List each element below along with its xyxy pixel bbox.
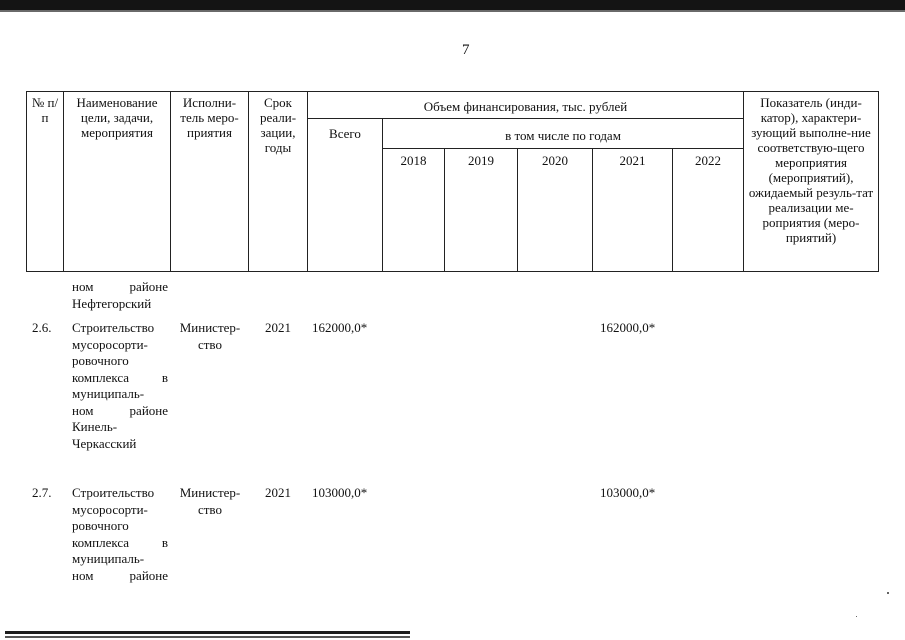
table-header [26,91,879,272]
name-line: комплекса в [72,369,168,385]
name-line: Кинель- [72,419,118,434]
row-executor [174,485,246,518]
row-number: 2.7. [32,485,52,500]
name-line: ном районе [72,567,168,583]
scan-bottom-border-shadow [5,636,410,638]
row-name [72,485,168,584]
header-term: Срок реали-зации, годы [249,92,308,272]
executor-line: ство [197,501,222,517]
name-line: Черкасский [72,435,137,451]
row-year-2021: 103000,0* [600,485,656,500]
scan-speck [856,616,857,617]
header-year-2020: 2020 [518,149,593,272]
name-line: Строительство [72,320,155,335]
header-year-2019: 2019 [445,149,518,272]
continuation-name [72,279,168,312]
name-line: ном районе [72,402,168,418]
header-year-2021: 2021 [593,149,673,272]
scan-speck [887,592,889,594]
row-total: 103000,0* [312,485,368,500]
row-name [72,320,168,452]
scan-top-border-shadow [0,10,905,12]
scan-bottom-border [5,631,410,634]
name-line: комплекса в [72,534,168,550]
row-executor [174,320,246,353]
header-total: Всего [308,119,383,272]
row-number: 2.6. [32,320,52,335]
name-line: ровочного [72,353,129,368]
header-executor: Исполни-тель меро-приятия [171,92,249,272]
header-name: Наименование цели, задачи, мероприятия [64,92,171,272]
name-line: ровочного [72,518,129,533]
name-line: муниципаль- [72,386,145,401]
name-line: мусоросорти- [72,336,148,352]
name-line: муниципаль- [72,551,145,566]
executor-line: Министер- [179,485,241,500]
name-line: ном районе [72,279,168,294]
row-term: 2021 [265,320,291,335]
name-line: Строительство [72,485,155,500]
page-number: 7 [462,42,470,58]
header-year-2022: 2022 [673,149,744,272]
executor-line: Министер- [179,320,241,335]
header-funding: Объем финансирования, тыс. рублей [308,92,744,119]
header-indicator: Показатель (инди-катор), характери-зующий выполне-ние соответствую-щего мероприятия (мероприятий), ожидаемый резуль-тат реализации ме-роприятия (меро-приятий) [744,92,879,272]
row-total: 162000,0* [312,320,368,335]
executor-line: ство [197,336,222,352]
row-year-2021: 162000,0* [600,320,656,335]
name-line: Нефтегорский [72,295,152,311]
scan-top-border [0,0,905,10]
name-line: мусоросорти- [72,501,148,517]
header-num: № п/п [27,92,64,272]
row-term: 2021 [265,485,291,500]
header-by-years: в том числе по годам [383,119,744,149]
header-year-2018: 2018 [383,149,445,272]
